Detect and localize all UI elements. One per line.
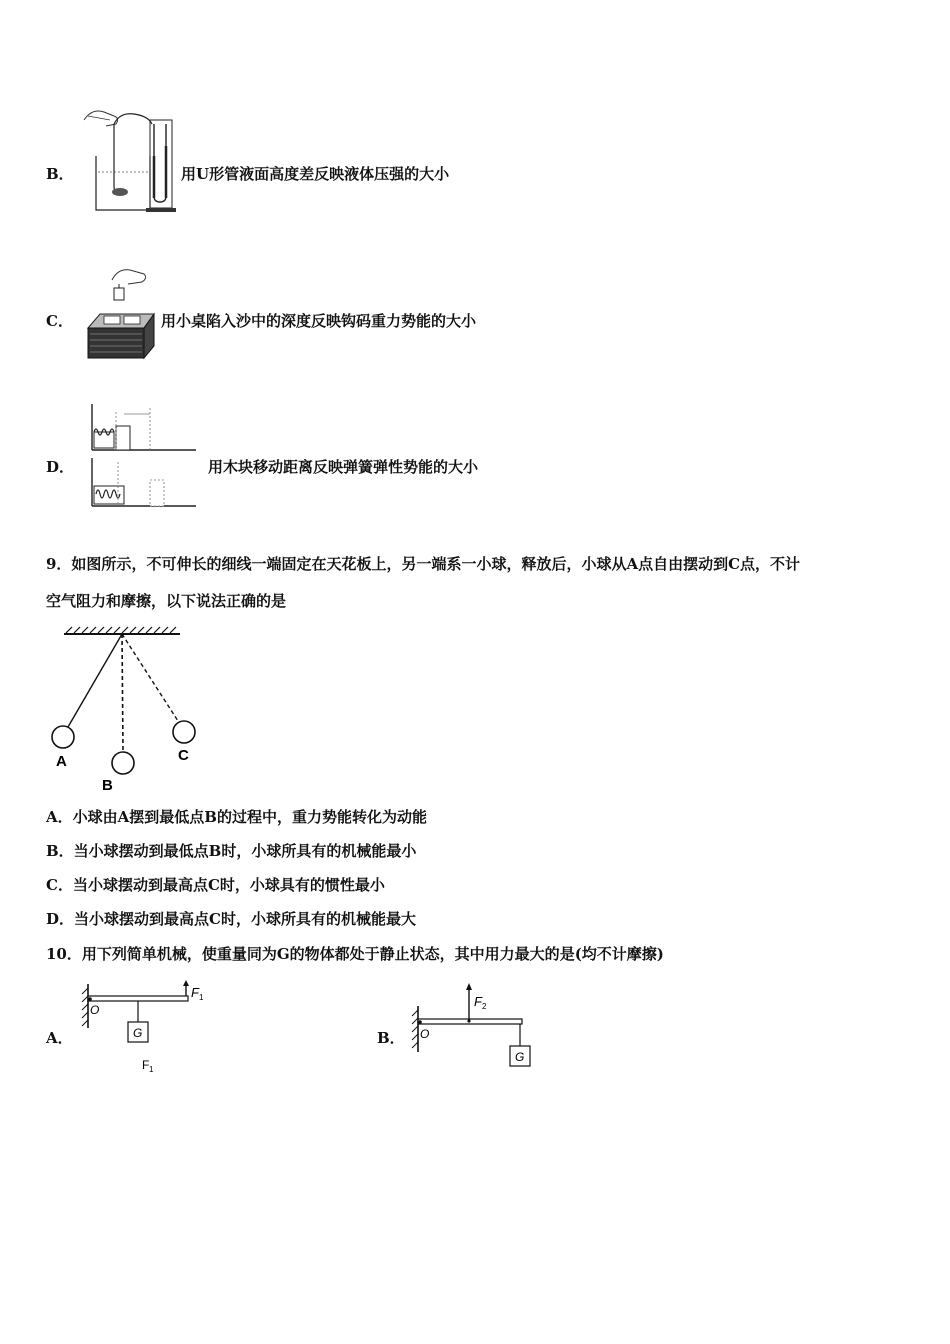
option-c: C．当小球摆动到最高点C时，小球具有的惯性最小 (46, 876, 385, 894)
force-subscript: 2 (482, 1002, 487, 1011)
question-stem-line1: 9．如图所示，不可伸长的细线一端固定在天花板上，另一端系一小球，释放后，小球从A点自由摆动到C点，不计 (46, 555, 801, 573)
option-a-label: A． (46, 1029, 73, 1047)
option-a: A．小球由A摆到最低点B的过程中，重力势能转化为动能 (46, 808, 427, 826)
sand-table-figure (84, 264, 158, 360)
caption-label: F (142, 1058, 150, 1072)
spring-block-figure (88, 402, 200, 510)
option-text: 用小桌陷入沙中的深度反映钩码重力势能的大小 (161, 312, 477, 330)
label-a: A (56, 753, 67, 770)
label-b: B (102, 777, 113, 794)
option-label: C． (46, 312, 73, 330)
question-stem-line2: 空气阻力和摩擦，以下说法正确的是 (46, 592, 287, 610)
weight-label: G (133, 1026, 143, 1040)
ball-b (112, 752, 134, 774)
question-stem: 10．用下列简单机械，使重量同为G的物体都处于静止状态，其中用力最大的是(均不计摩擦) (46, 945, 664, 963)
label-c: C (178, 747, 189, 764)
pivot-label: O (90, 1003, 100, 1017)
lever-a-figure (80, 980, 220, 1076)
force-subscript: 1 (199, 993, 204, 1002)
caption-subscript: 1 (149, 1065, 154, 1074)
u-tube-manometer-figure (80, 106, 180, 218)
option-label: D． (46, 458, 75, 476)
force-label: F (191, 985, 199, 1000)
option-text: 用木块移动距离反映弹簧弹性势能的大小 (208, 458, 479, 476)
option-b-label: B． (377, 1029, 405, 1047)
pendulum-figure (46, 624, 196, 794)
ball-a (52, 726, 74, 748)
force-label: F (474, 994, 482, 1009)
option-label: B． (46, 165, 74, 183)
lever-b-figure (408, 980, 538, 1072)
option-d: D．当小球摆动到最高点C时，小球所具有的机械能最大 (46, 910, 416, 928)
ball-c (173, 721, 195, 743)
option-b: B．当小球摆动到最低点B时，小球所具有的机械能最小 (46, 842, 417, 860)
pivot-label: O (420, 1027, 430, 1041)
weight-label: G (515, 1050, 525, 1064)
option-text: 用U形管液面高度差反映液体压强的大小 (181, 165, 450, 183)
